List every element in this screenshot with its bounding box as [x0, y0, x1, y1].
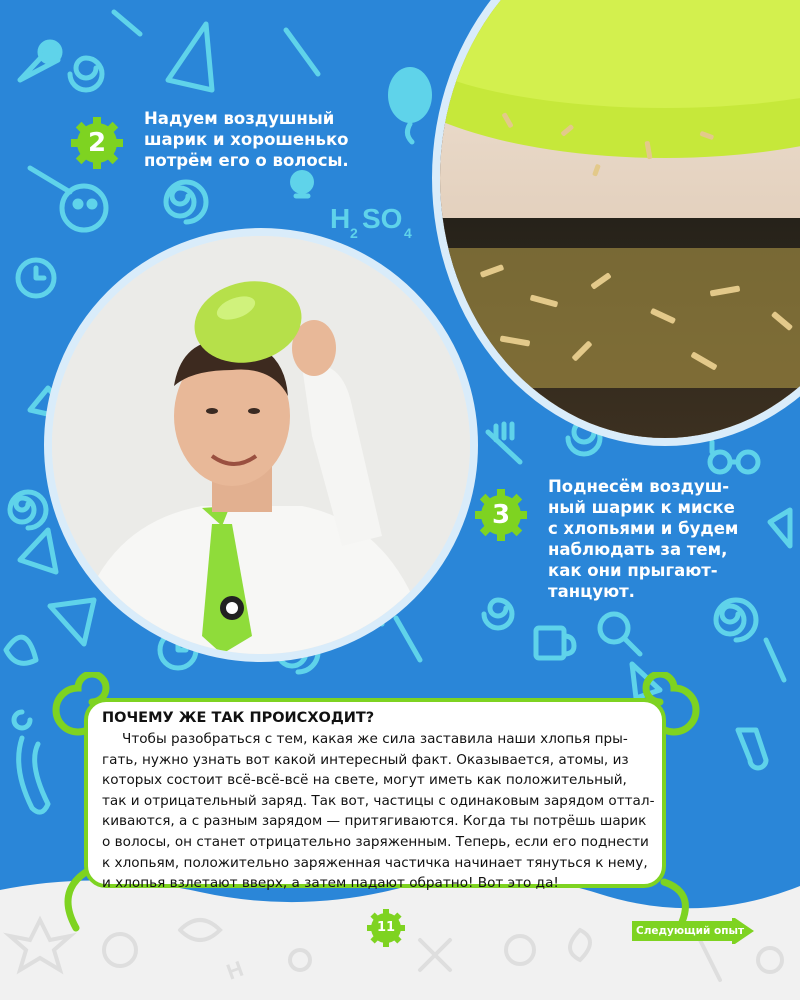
clock-icon	[18, 260, 54, 296]
explanation-line: которых состоит всё-всё-всё на свете, могут иметь как положительный,	[102, 772, 627, 789]
step-line: потрём его о волосы.	[144, 151, 349, 170]
step-line: наблюдать за тем,	[548, 540, 728, 559]
explanation-line: о волосы, он станет отрицательно заряженным. Теперь, если его поднести	[102, 833, 649, 850]
next-experiment-link[interactable]	[632, 918, 754, 944]
page-number	[366, 908, 406, 948]
step-line: шарик и хорошенько	[144, 130, 349, 149]
next-experiment-label: Следующий опыт	[636, 925, 745, 937]
explanation-line: Чтобы разобраться с тем, какая же сила заставила наши хлопья пры-	[122, 731, 628, 747]
step-line: ный шарик к миске	[548, 498, 735, 517]
fork-icon	[488, 424, 520, 462]
page-number-label: 11	[376, 920, 396, 935]
step-line: Поднесём воздуш-	[548, 477, 730, 496]
pencil-icon	[766, 640, 784, 680]
flask-icon	[30, 168, 106, 230]
formula-h: H	[330, 203, 351, 234]
formula-so: SO	[362, 203, 403, 234]
pencil-icon	[396, 618, 420, 660]
bulb-icon	[290, 170, 314, 196]
glasses-icon	[710, 442, 758, 472]
mug-icon	[536, 628, 574, 658]
explanation-line: киваются, а с разным зарядом — притягиваются. Когда ты потрёшь шарик	[102, 813, 647, 830]
explanation-line: так и отрицательный заряд. Так вот, частицы с одинаковым зарядом оттал-	[102, 792, 655, 809]
step-number: 3	[491, 500, 511, 530]
step-number: 2	[87, 128, 107, 158]
explanation-line: и хлопья взлетают вверх, а затем падают обратно! Вот это да!	[102, 875, 559, 892]
balloon-icon	[388, 67, 432, 123]
step-line: Надуем воздушный	[144, 109, 335, 128]
clip-icon	[286, 30, 318, 74]
explanation-line: к хлопьям, положительно заряженная частичка начинает тянуться к нему,	[102, 854, 648, 871]
formula-sub: 2	[350, 225, 358, 241]
swirl-icon	[70, 58, 102, 90]
ruler-icon	[168, 24, 212, 90]
step-line: как они прыгают-	[548, 561, 718, 580]
clip-icon	[19, 738, 48, 812]
step-line: танцуют.	[548, 582, 635, 601]
ice-cream-icon	[50, 600, 94, 644]
triangle-icon	[20, 530, 56, 572]
swirl-icon	[10, 492, 46, 528]
pencil-icon	[114, 12, 140, 34]
triangle-icon	[770, 510, 790, 546]
step-2-badge	[70, 116, 124, 170]
swirl-icon	[716, 600, 756, 640]
ice-cream-icon	[20, 42, 60, 80]
man-with-balloon-photo	[44, 228, 478, 662]
leaf-icon	[6, 637, 36, 663]
step-3-badge	[474, 488, 528, 542]
step-3-text	[548, 476, 738, 602]
explanation-box	[84, 698, 666, 892]
svg-text:H: H	[223, 955, 247, 985]
magnifier-icon	[600, 614, 640, 654]
step-line: с хлопьями и будем	[548, 519, 739, 538]
swirl-icon	[484, 600, 512, 628]
formula-sub: 4	[404, 225, 412, 241]
step-2-text	[144, 108, 349, 171]
swirl-icon	[166, 182, 206, 222]
flask-icon	[738, 730, 766, 768]
explanation-title: ПОЧЕМУ ЖЕ ТАК ПРОИСХОДИТ?	[102, 710, 375, 726]
formula-icon	[330, 203, 412, 241]
explanation-line: гать, нужно узнать вот какой интересный факт. Оказывается, атомы, из	[102, 751, 629, 768]
